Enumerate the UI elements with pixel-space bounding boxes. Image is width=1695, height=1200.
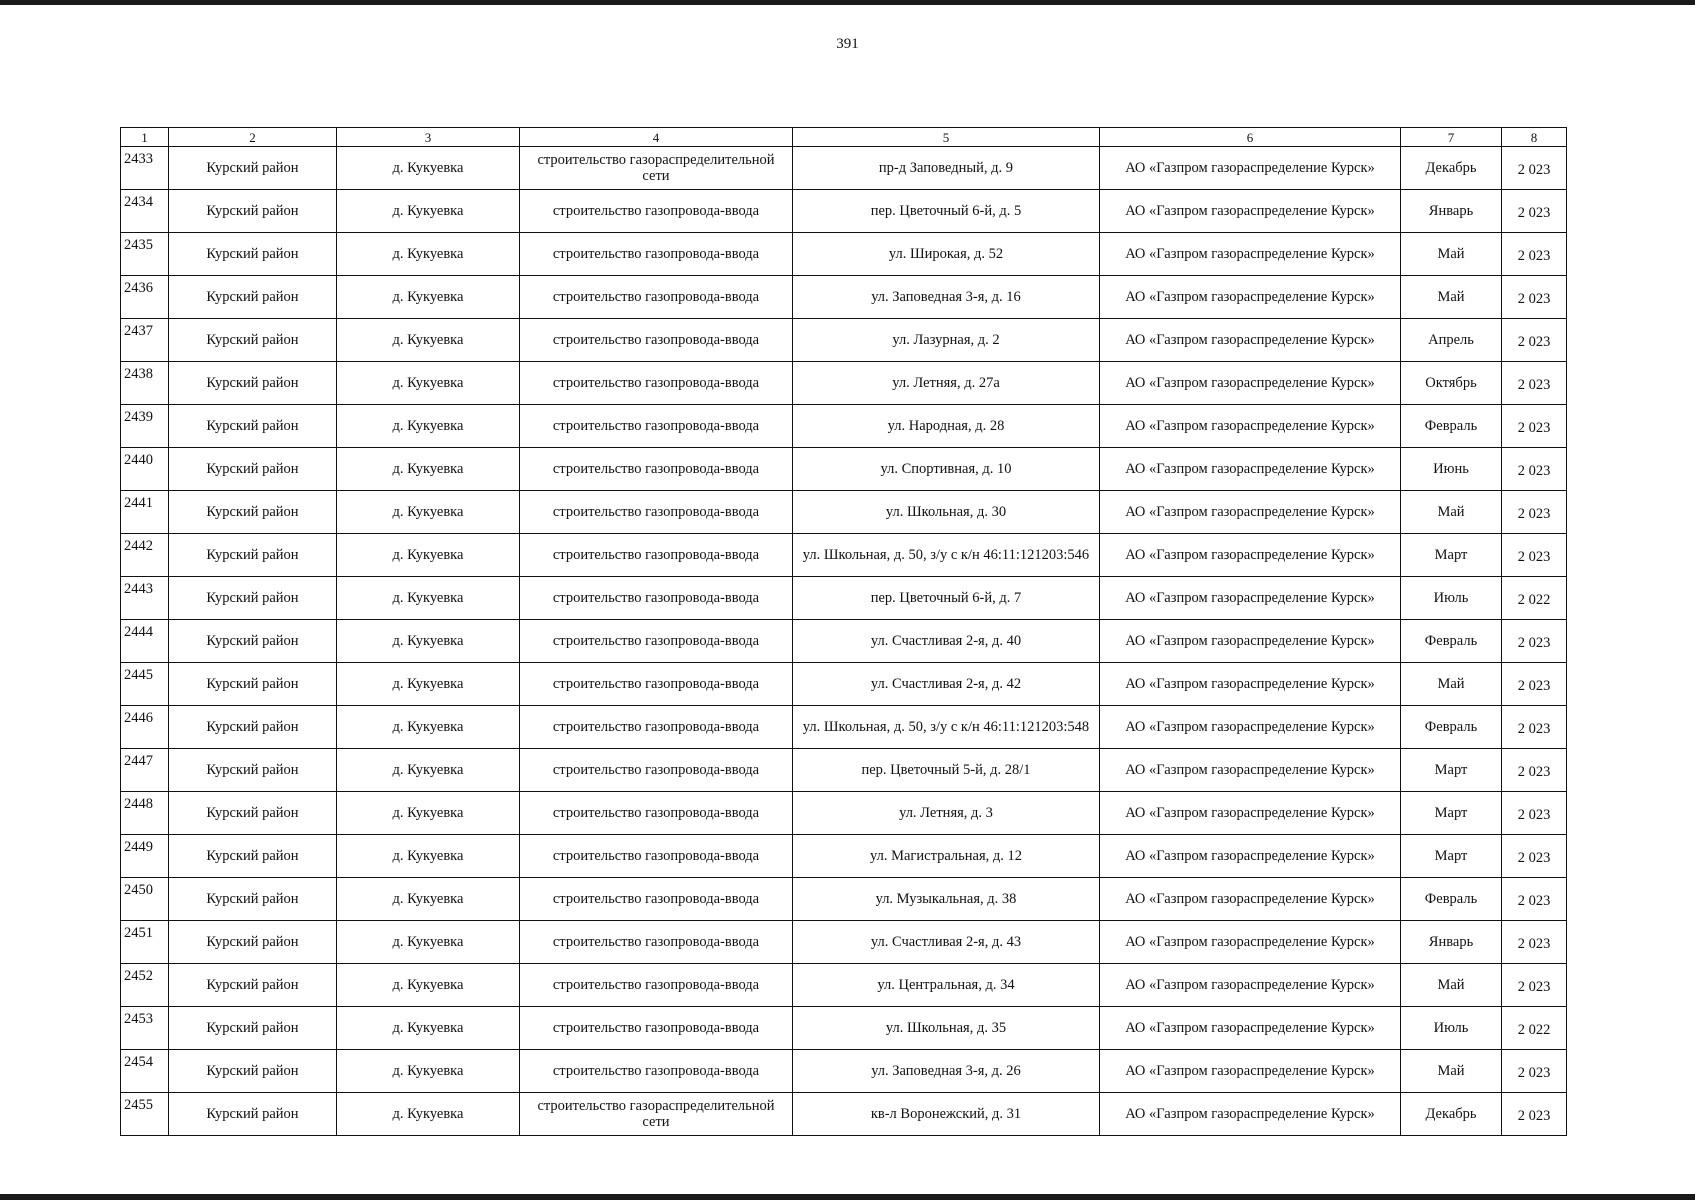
address-cell: ул. Счастливая 2-я, д. 43	[793, 921, 1100, 964]
column-header-7: 7	[1401, 128, 1502, 147]
year-cell: 2 023	[1502, 878, 1567, 921]
settlement-cell: д. Кукуевка	[337, 749, 520, 792]
table-row	[121, 147, 1567, 190]
settlement-cell: д. Кукуевка	[337, 878, 520, 921]
address-cell: ул. Счастливая 2-я, д. 42	[793, 663, 1100, 706]
organization-cell: АО «Газпром газораспределение Курск»	[1100, 1093, 1401, 1136]
organization-cell: АО «Газпром газораспределение Курск»	[1100, 448, 1401, 491]
settlement-cell: д. Кукуевка	[337, 1050, 520, 1093]
settlement-cell: д. Кукуевка	[337, 663, 520, 706]
column-header-3: 3	[337, 128, 520, 147]
work-type-cell: строительство газопровода-ввода	[520, 835, 793, 878]
row-number-cell: 2442	[121, 534, 169, 577]
address-cell: кв-л Воронежский, д. 31	[793, 1093, 1100, 1136]
district-cell: Курский район	[169, 147, 337, 190]
address-cell: ул. Магистральная, д. 12	[793, 835, 1100, 878]
district-cell: Курский район	[169, 276, 337, 319]
column-number-row	[121, 128, 1567, 147]
address-cell: пер. Цветочный 6-й, д. 7	[793, 577, 1100, 620]
organization-cell: АО «Газпром газораспределение Курск»	[1100, 1007, 1401, 1050]
district-cell: Курский район	[169, 749, 337, 792]
district-cell: Курский район	[169, 964, 337, 1007]
table-row	[121, 792, 1567, 835]
month-cell: Март	[1401, 749, 1502, 792]
address-cell: ул. Спортивная, д. 10	[793, 448, 1100, 491]
month-cell: Февраль	[1401, 878, 1502, 921]
address-cell: ул. Народная, д. 28	[793, 405, 1100, 448]
work-type-cell: строительство газопровода-ввода	[520, 362, 793, 405]
organization-cell: АО «Газпром газораспределение Курск»	[1100, 147, 1401, 190]
organization-cell: АО «Газпром газораспределение Курск»	[1100, 663, 1401, 706]
page-number: 391	[836, 36, 859, 52]
row-number-cell: 2433	[121, 147, 169, 190]
work-type-cell: строительство газопровода-ввода	[520, 534, 793, 577]
row-number-cell: 2451	[121, 921, 169, 964]
month-cell: Октябрь	[1401, 362, 1502, 405]
year-cell: 2 023	[1502, 362, 1567, 405]
row-number-cell: 2443	[121, 577, 169, 620]
organization-cell: АО «Газпром газораспределение Курск»	[1100, 577, 1401, 620]
district-cell: Курский район	[169, 362, 337, 405]
table-row	[121, 233, 1567, 276]
row-number-cell: 2435	[121, 233, 169, 276]
organization-cell: АО «Газпром газораспределение Курск»	[1100, 706, 1401, 749]
settlement-cell: д. Кукуевка	[337, 964, 520, 1007]
organization-cell: АО «Газпром газораспределение Курск»	[1100, 319, 1401, 362]
settlement-cell: д. Кукуевка	[337, 792, 520, 835]
work-type-cell: строительство газопровода-ввода	[520, 1007, 793, 1050]
address-cell: ул. Школьная, д. 50, з/у с к/н 46:11:121203:546	[793, 534, 1100, 577]
row-number-cell: 2445	[121, 663, 169, 706]
organization-cell: АО «Газпром газораспределение Курск»	[1100, 620, 1401, 663]
year-cell: 2 023	[1502, 147, 1567, 190]
table-row	[121, 1093, 1567, 1136]
year-cell: 2 023	[1502, 233, 1567, 276]
settlement-cell: д. Кукуевка	[337, 534, 520, 577]
district-cell: Курский район	[169, 835, 337, 878]
organization-cell: АО «Газпром газораспределение Курск»	[1100, 534, 1401, 577]
month-cell: Май	[1401, 233, 1502, 276]
address-cell: пер. Цветочный 5-й, д. 28/1	[793, 749, 1100, 792]
month-cell: Март	[1401, 835, 1502, 878]
year-cell: 2 023	[1502, 534, 1567, 577]
gasification-table	[120, 127, 1567, 1136]
district-cell: Курский район	[169, 706, 337, 749]
organization-cell: АО «Газпром газораспределение Курск»	[1100, 964, 1401, 1007]
month-cell: Февраль	[1401, 620, 1502, 663]
table-row	[121, 405, 1567, 448]
month-cell: Май	[1401, 276, 1502, 319]
row-number-cell: 2455	[121, 1093, 169, 1136]
column-header-1: 1	[121, 128, 169, 147]
row-number-cell: 2447	[121, 749, 169, 792]
organization-cell: АО «Газпром газораспределение Курск»	[1100, 921, 1401, 964]
work-type-cell: строительство газопровода-ввода	[520, 491, 793, 534]
row-number-cell: 2438	[121, 362, 169, 405]
month-cell: Май	[1401, 663, 1502, 706]
month-cell: Январь	[1401, 921, 1502, 964]
address-cell: ул. Лазурная, д. 2	[793, 319, 1100, 362]
settlement-cell: д. Кукуевка	[337, 190, 520, 233]
table-row	[121, 190, 1567, 233]
year-cell: 2 023	[1502, 792, 1567, 835]
month-cell: Февраль	[1401, 405, 1502, 448]
scan-edge-top	[0, 0, 1695, 5]
district-cell: Курский район	[169, 1050, 337, 1093]
month-cell: Апрель	[1401, 319, 1502, 362]
table-row	[121, 878, 1567, 921]
work-type-cell: строительство газопровода-ввода	[520, 663, 793, 706]
column-header-4: 4	[520, 128, 793, 147]
table-row	[121, 448, 1567, 491]
month-cell: Июль	[1401, 577, 1502, 620]
district-cell: Курский район	[169, 491, 337, 534]
month-cell: Декабрь	[1401, 147, 1502, 190]
settlement-cell: д. Кукуевка	[337, 491, 520, 534]
address-cell: пер. Цветочный 6-й, д. 5	[793, 190, 1100, 233]
district-cell: Курский район	[169, 534, 337, 577]
row-number-cell: 2436	[121, 276, 169, 319]
settlement-cell: д. Кукуевка	[337, 1093, 520, 1136]
work-type-cell: строительство газораспределительной сети	[520, 147, 793, 190]
column-header-5: 5	[793, 128, 1100, 147]
district-cell: Курский район	[169, 921, 337, 964]
district-cell: Курский район	[169, 663, 337, 706]
table-row	[121, 534, 1567, 577]
row-number-cell: 2453	[121, 1007, 169, 1050]
address-cell: ул. Счастливая 2-я, д. 40	[793, 620, 1100, 663]
settlement-cell: д. Кукуевка	[337, 233, 520, 276]
organization-cell: АО «Газпром газораспределение Курск»	[1100, 835, 1401, 878]
row-number-cell: 2452	[121, 964, 169, 1007]
settlement-cell: д. Кукуевка	[337, 405, 520, 448]
row-number-cell: 2434	[121, 190, 169, 233]
year-cell: 2 023	[1502, 405, 1567, 448]
year-cell: 2 023	[1502, 190, 1567, 233]
row-number-cell: 2439	[121, 405, 169, 448]
work-type-cell: строительство газопровода-ввода	[520, 448, 793, 491]
table-row	[121, 835, 1567, 878]
settlement-cell: д. Кукуевка	[337, 577, 520, 620]
organization-cell: АО «Газпром газораспределение Курск»	[1100, 491, 1401, 534]
district-cell: Курский район	[169, 448, 337, 491]
district-cell: Курский район	[169, 620, 337, 663]
address-cell: ул. Заповедная 3-я, д. 16	[793, 276, 1100, 319]
table-row	[121, 491, 1567, 534]
table-row	[121, 964, 1567, 1007]
address-cell: ул. Музыкальная, д. 38	[793, 878, 1100, 921]
year-cell: 2 023	[1502, 491, 1567, 534]
table-row	[121, 921, 1567, 964]
table-row	[121, 362, 1567, 405]
year-cell: 2 023	[1502, 620, 1567, 663]
district-cell: Курский район	[169, 405, 337, 448]
table-row	[121, 706, 1567, 749]
table-row	[121, 663, 1567, 706]
month-cell: Декабрь	[1401, 1093, 1502, 1136]
year-cell: 2 023	[1502, 1050, 1567, 1093]
row-number-cell: 2444	[121, 620, 169, 663]
address-cell: ул. Центральная, д. 34	[793, 964, 1100, 1007]
address-cell: ул. Заповедная 3-я, д. 26	[793, 1050, 1100, 1093]
address-cell: ул. Школьная, д. 50, з/у с к/н 46:11:121203:548	[793, 706, 1100, 749]
settlement-cell: д. Кукуевка	[337, 620, 520, 663]
district-cell: Курский район	[169, 319, 337, 362]
address-cell: ул. Школьная, д. 30	[793, 491, 1100, 534]
organization-cell: АО «Газпром газораспределение Курск»	[1100, 749, 1401, 792]
district-cell: Курский район	[169, 577, 337, 620]
table-row	[121, 577, 1567, 620]
table-body	[121, 147, 1567, 1136]
work-type-cell: строительство газопровода-ввода	[520, 405, 793, 448]
work-type-cell: строительство газопровода-ввода	[520, 706, 793, 749]
work-type-cell: строительство газопровода-ввода	[520, 792, 793, 835]
work-type-cell: строительство газопровода-ввода	[520, 1050, 793, 1093]
organization-cell: АО «Газпром газораспределение Курск»	[1100, 233, 1401, 276]
row-number-cell: 2446	[121, 706, 169, 749]
settlement-cell: д. Кукуевка	[337, 706, 520, 749]
work-type-cell: строительство газопровода-ввода	[520, 749, 793, 792]
scan-edge-bottom	[0, 1194, 1695, 1200]
column-header-6: 6	[1100, 128, 1401, 147]
row-number-cell: 2448	[121, 792, 169, 835]
row-number-cell: 2440	[121, 448, 169, 491]
address-cell: ул. Летняя, д. 3	[793, 792, 1100, 835]
organization-cell: АО «Газпром газораспределение Курск»	[1100, 878, 1401, 921]
column-header-8: 8	[1502, 128, 1567, 147]
year-cell: 2 023	[1502, 706, 1567, 749]
table-row	[121, 319, 1567, 362]
district-cell: Курский район	[169, 190, 337, 233]
work-type-cell: строительство газопровода-ввода	[520, 620, 793, 663]
district-cell: Курский район	[169, 1093, 337, 1136]
organization-cell: АО «Газпром газораспределение Курск»	[1100, 792, 1401, 835]
month-cell: Июль	[1401, 1007, 1502, 1050]
month-cell: Январь	[1401, 190, 1502, 233]
work-type-cell: строительство газопровода-ввода	[520, 878, 793, 921]
organization-cell: АО «Газпром газораспределение Курск»	[1100, 362, 1401, 405]
settlement-cell: д. Кукуевка	[337, 448, 520, 491]
year-cell: 2 023	[1502, 749, 1567, 792]
work-type-cell: строительство газопровода-ввода	[520, 233, 793, 276]
row-number-cell: 2441	[121, 491, 169, 534]
address-cell: ул. Летняя, д. 27а	[793, 362, 1100, 405]
table-row	[121, 276, 1567, 319]
district-cell: Курский район	[169, 878, 337, 921]
address-cell: ул. Широкая, д. 52	[793, 233, 1100, 276]
year-cell: 2 023	[1502, 448, 1567, 491]
row-number-cell: 2454	[121, 1050, 169, 1093]
year-cell: 2 023	[1502, 835, 1567, 878]
column-header-2: 2	[169, 128, 337, 147]
year-cell: 2 023	[1502, 921, 1567, 964]
month-cell: Июнь	[1401, 448, 1502, 491]
work-type-cell: строительство газопровода-ввода	[520, 921, 793, 964]
month-cell: Март	[1401, 792, 1502, 835]
address-cell: ул. Школьная, д. 35	[793, 1007, 1100, 1050]
work-type-cell: строительство газопровода-ввода	[520, 276, 793, 319]
work-type-cell: строительство газораспределительной сети	[520, 1093, 793, 1136]
district-cell: Курский район	[169, 1007, 337, 1050]
settlement-cell: д. Кукуевка	[337, 147, 520, 190]
table-row	[121, 620, 1567, 663]
organization-cell: АО «Газпром газораспределение Курск»	[1100, 190, 1401, 233]
settlement-cell: д. Кукуевка	[337, 1007, 520, 1050]
work-type-cell: строительство газопровода-ввода	[520, 964, 793, 1007]
row-number-cell: 2449	[121, 835, 169, 878]
table-row	[121, 1050, 1567, 1093]
organization-cell: АО «Газпром газораспределение Курск»	[1100, 276, 1401, 319]
settlement-cell: д. Кукуевка	[337, 921, 520, 964]
year-cell: 2 023	[1502, 1093, 1567, 1136]
year-cell: 2 023	[1502, 964, 1567, 1007]
work-type-cell: строительство газопровода-ввода	[520, 190, 793, 233]
settlement-cell: д. Кукуевка	[337, 276, 520, 319]
table-row	[121, 749, 1567, 792]
row-number-cell: 2450	[121, 878, 169, 921]
district-cell: Курский район	[169, 792, 337, 835]
month-cell: Февраль	[1401, 706, 1502, 749]
organization-cell: АО «Газпром газораспределение Курск»	[1100, 1050, 1401, 1093]
table-row	[121, 1007, 1567, 1050]
settlement-cell: д. Кукуевка	[337, 362, 520, 405]
work-type-cell: строительство газопровода-ввода	[520, 577, 793, 620]
settlement-cell: д. Кукуевка	[337, 835, 520, 878]
month-cell: Май	[1401, 1050, 1502, 1093]
year-cell: 2 023	[1502, 276, 1567, 319]
settlement-cell: д. Кукуевка	[337, 319, 520, 362]
work-type-cell: строительство газопровода-ввода	[520, 319, 793, 362]
month-cell: Май	[1401, 964, 1502, 1007]
month-cell: Май	[1401, 491, 1502, 534]
year-cell: 2 023	[1502, 319, 1567, 362]
month-cell: Март	[1401, 534, 1502, 577]
address-cell: пр-д Заповедный, д. 9	[793, 147, 1100, 190]
row-number-cell: 2437	[121, 319, 169, 362]
organization-cell: АО «Газпром газораспределение Курск»	[1100, 405, 1401, 448]
year-cell: 2 023	[1502, 663, 1567, 706]
year-cell: 2 022	[1502, 577, 1567, 620]
district-cell: Курский район	[169, 233, 337, 276]
year-cell: 2 022	[1502, 1007, 1567, 1050]
